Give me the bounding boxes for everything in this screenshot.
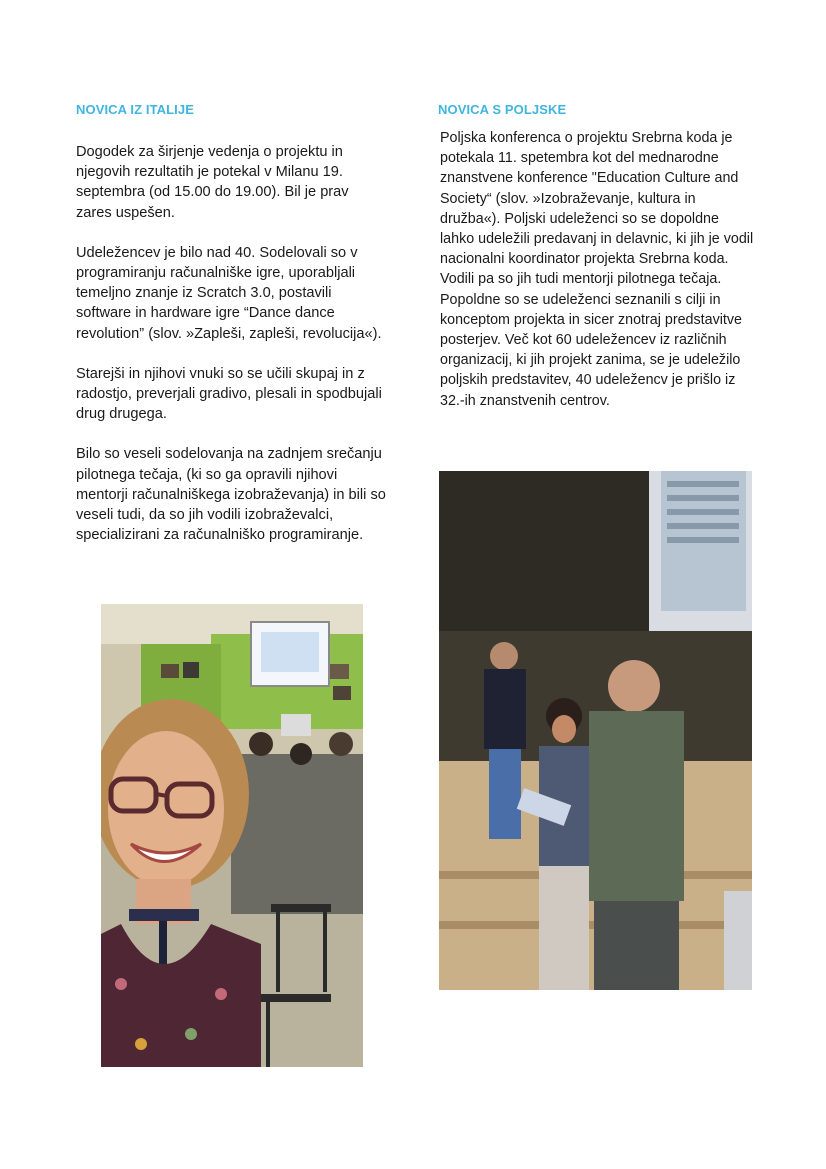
italy-paragraph-4: Bilo so veseli sodelovanja na zadnjem srečanju pilotnega tečaja, (ki so ga opravili njihovi mentorji računalniškega izobraževanja) in bili so veseli tudi, da so jih vodili izobraževalci, specializirani za računalniško programiranje. — [76, 446, 386, 544]
italy-paragraph-3: Starejši in njihovi vnuki so se učili skupaj in z radostjo, preverjali gradivo, plesali in spodbujali drug drugega. — [76, 365, 382, 423]
italy-paragraph-2: Udeležencev je bilo nad 40. Sodelovali so v programiranju računalniške igre, uporabljali temeljno znanje iz Scratch 3.0, postavili software in hardware igre “Dance dance revolution” (slov. »Zapleši, zapleši, revolucija«). — [76, 244, 382, 342]
italy-photo-illustration — [101, 604, 363, 1067]
poland-photo-illustration — [439, 471, 752, 990]
poland-news-column — [438, 102, 756, 431]
italy-news-heading: NOVICA IZ ITALIJE — [76, 102, 194, 117]
poland-news-heading: NOVICA S POLJSKE — [438, 102, 567, 117]
italy-event-photo — [101, 604, 363, 1067]
poland-event-photo — [439, 471, 752, 990]
poland-paragraph-1: Poljska konferenca o projektu Srebrna koda je potekala 11. spetembra kot del mednarodne znanstvene konference "Education Culture and Society“ (slov. »Izobraževanje, kultura in družba«). Poljski udeleženci so se dopoldne lahko udeležili predavanj in delavnic, ki jih je vodil nacionalni koordinator projekta Srebrna koda. Vodili pa so jih tudi mentorji pilotnega tečaja. Popoldne so se udeleženci seznanili s cilji in konceptom projekta in sicer znotraj predstavitve posterjev. Več kot 60 udeležencev iz različnih organizacij, ki jih projekt zanima, se je udeležilo poljskih predstavitev, 40 udeležencv je prišlo iz 32.-ih znanstvenih centrov. — [440, 130, 754, 409]
italy-paragraph-1: Dogodek za širjenje vedenja o projektu in njegovih rezultatih je potekal v Milanu 19. septembra (od 15.00 do 19.00). Bil je prav zares uspešen. — [76, 144, 349, 221]
italy-news-column — [76, 102, 386, 565]
